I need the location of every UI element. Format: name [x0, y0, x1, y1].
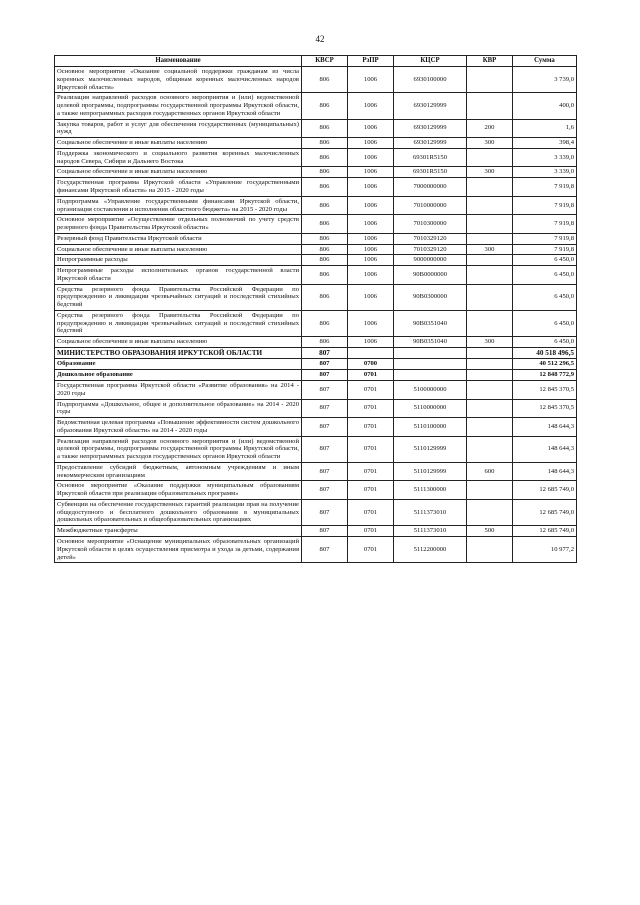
table-body	[55, 67, 577, 563]
table-row	[55, 178, 577, 197]
cell-kvr	[467, 284, 513, 310]
cell-name: Образование	[55, 359, 302, 370]
cell-name: Социальное обеспечение и иные выплаты населению	[55, 167, 302, 178]
cell-kvr: 200	[467, 119, 513, 138]
cell-kvr	[467, 215, 513, 234]
cell-kvsr: 806	[302, 233, 348, 244]
table-row	[55, 537, 577, 563]
cell-name: Основное мероприятие «Оказание поддержки муниципальным образованиям Иркутской области при реализации образовательных программ»	[55, 481, 302, 500]
cell-sum: 400,0	[513, 93, 577, 119]
cell-kvr	[467, 359, 513, 370]
cell-kcsr: 6930129999	[394, 138, 467, 149]
cell-kcsr: 7000000000	[394, 178, 467, 197]
cell-kvsr: 807	[302, 499, 348, 525]
cell-rzpr: 1006	[348, 178, 394, 197]
cell-kvsr: 806	[302, 178, 348, 197]
cell-kcsr: 6930100000	[394, 67, 467, 93]
cell-sum: 148 644,3	[513, 418, 577, 437]
cell-name: Предоставление субсидий бюджетным, автономным учреждениям и иным некоммерческим организациям	[55, 462, 302, 481]
cell-sum: 148 644,3	[513, 436, 577, 462]
cell-rzpr: 0701	[348, 462, 394, 481]
cell-rzpr: 1006	[348, 167, 394, 178]
cell-kvsr: 807	[302, 526, 348, 537]
cell-kvr	[467, 196, 513, 215]
cell-sum: 1,6	[513, 119, 577, 138]
cell-name: Социальное обеспечение и иные выплаты населению	[55, 244, 302, 255]
header-name: Наименование	[55, 56, 302, 67]
cell-kvsr: 806	[302, 244, 348, 255]
cell-kvsr: 806	[302, 167, 348, 178]
table-row	[55, 255, 577, 266]
table-row	[55, 284, 577, 310]
cell-kvsr: 807	[302, 462, 348, 481]
cell-kvr: 300	[467, 138, 513, 149]
cell-kcsr: 6930129999	[394, 93, 467, 119]
cell-name: Субвенции на обеспечение государственных гарантий реализации прав на получение общедоступного и бесплатного дошкольного образования в муниципальных дошкольных образовательных и общеобразовательных организациях	[55, 499, 302, 525]
table-row	[55, 370, 577, 381]
cell-kvr	[467, 255, 513, 266]
cell-kvsr: 806	[302, 148, 348, 167]
table-row	[55, 418, 577, 437]
cell-rzpr: 0700	[348, 359, 394, 370]
cell-kvr	[467, 370, 513, 381]
cell-kcsr	[394, 359, 467, 370]
cell-kvsr: 807	[302, 381, 348, 400]
cell-name: Основное мероприятие «Осуществление отдельных полномочий по учету средств резервного фонда Правительства Иркутской области»	[55, 215, 302, 234]
table-row	[55, 499, 577, 525]
table-row	[55, 215, 577, 234]
cell-sum: 3 339,0	[513, 167, 577, 178]
cell-name: Дошкольное образование	[55, 370, 302, 381]
cell-kvsr: 807	[302, 370, 348, 381]
cell-name: Межбюджетные трансферты	[55, 526, 302, 537]
cell-kvr	[467, 381, 513, 400]
cell-kvr	[467, 233, 513, 244]
cell-rzpr: 1006	[348, 284, 394, 310]
cell-kvsr: 807	[302, 399, 348, 418]
cell-kvsr: 806	[302, 93, 348, 119]
cell-rzpr: 1006	[348, 119, 394, 138]
table-row	[55, 399, 577, 418]
cell-kvsr: 807	[302, 418, 348, 437]
table-row	[55, 436, 577, 462]
table-row	[55, 310, 577, 336]
cell-rzpr: 0701	[348, 537, 394, 563]
table-row	[55, 481, 577, 500]
cell-sum: 3 739,0	[513, 67, 577, 93]
budget-table	[54, 55, 577, 563]
table-row	[55, 233, 577, 244]
table-header-row	[55, 56, 577, 67]
cell-sum: 12 848 772,9	[513, 370, 577, 381]
cell-rzpr: 1006	[348, 67, 394, 93]
cell-kvr	[467, 537, 513, 563]
cell-rzpr: 1006	[348, 93, 394, 119]
cell-rzpr: 1006	[348, 215, 394, 234]
header-kvsr: КВСР	[302, 56, 348, 67]
cell-name: Основное мероприятие «Оказание социальной поддержки гражданам из числа коренных малочисленных народов, общинам коренных малочисленных народов Иркутской области»	[55, 67, 302, 93]
cell-sum: 6 450,0	[513, 310, 577, 336]
cell-kvsr: 806	[302, 337, 348, 348]
table-row	[55, 337, 577, 348]
cell-rzpr: 0701	[348, 370, 394, 381]
cell-kcsr: 90В0300000	[394, 284, 467, 310]
cell-sum: 7 919,8	[513, 215, 577, 234]
cell-rzpr: 0701	[348, 499, 394, 525]
cell-sum: 12 685 749,0	[513, 526, 577, 537]
cell-name: Подпрограмма «Дошкольное, общее и дополнительное образование» на 2014 - 2020 годы	[55, 399, 302, 418]
cell-kcsr: 5111373010	[394, 526, 467, 537]
cell-rzpr: 0701	[348, 381, 394, 400]
cell-sum: 148 644,3	[513, 462, 577, 481]
cell-rzpr: 1006	[348, 266, 394, 285]
cell-kvsr: 806	[302, 67, 348, 93]
cell-sum: 6 450,0	[513, 284, 577, 310]
cell-name: Резервный фонд Правительства Иркутской области	[55, 233, 302, 244]
table-row	[55, 526, 577, 537]
cell-kcsr: 7010000000	[394, 196, 467, 215]
table-row	[55, 347, 577, 358]
cell-rzpr: 1006	[348, 196, 394, 215]
cell-sum: 12 685 749,0	[513, 481, 577, 500]
cell-kcsr: 7010329120	[394, 244, 467, 255]
cell-name: Средства резервного фонда Правительства Российской Федерации по предупреждению и ликвидации чрезвычайных ситуаций и последствий стихийных бедствий	[55, 284, 302, 310]
cell-kcsr: 5111300000	[394, 481, 467, 500]
cell-sum: 398,4	[513, 138, 577, 149]
cell-kvr	[467, 148, 513, 167]
cell-rzpr: 1006	[348, 255, 394, 266]
table-row	[55, 67, 577, 93]
cell-kvr: 300	[467, 244, 513, 255]
cell-sum: 10 977,2	[513, 537, 577, 563]
table-row	[55, 119, 577, 138]
cell-sum: 40 512 296,5	[513, 359, 577, 370]
cell-kvr	[467, 266, 513, 285]
cell-kvr	[467, 481, 513, 500]
cell-name: Основное мероприятие «Оснащение муниципальных образовательных организаций Иркутской области в целях осуществления присмотра и ухода за детьми, содержания детей»	[55, 537, 302, 563]
cell-sum: 12 845 370,5	[513, 381, 577, 400]
cell-kcsr: 5111373010	[394, 499, 467, 525]
cell-kcsr: 7010300000	[394, 215, 467, 234]
cell-kcsr: 90В0351040	[394, 310, 467, 336]
cell-kvsr: 806	[302, 119, 348, 138]
cell-kvr	[467, 310, 513, 336]
cell-sum: 6 450,0	[513, 337, 577, 348]
cell-kvr	[467, 67, 513, 93]
cell-kcsr: 5110129999	[394, 462, 467, 481]
cell-sum: 40 518 496,5	[513, 347, 577, 358]
cell-name: Средства резервного фонда Правительства Российской Федерации по предупреждению и ликвидации чрезвычайных ситуаций и последствий стихийных бедствий	[55, 310, 302, 336]
cell-kvr	[467, 436, 513, 462]
header-sum: Сумма	[513, 56, 577, 67]
cell-sum: 6 450,0	[513, 255, 577, 266]
table-row	[55, 138, 577, 149]
cell-kcsr: 90В0351040	[394, 337, 467, 348]
table-row	[55, 381, 577, 400]
cell-sum: 7 919,8	[513, 244, 577, 255]
table-row	[55, 93, 577, 119]
cell-rzpr: 0701	[348, 436, 394, 462]
cell-rzpr: 1006	[348, 148, 394, 167]
cell-sum: 7 919,8	[513, 196, 577, 215]
cell-rzpr: 0701	[348, 399, 394, 418]
table-row	[55, 148, 577, 167]
cell-sum: 7 919,8	[513, 233, 577, 244]
cell-sum: 3 339,0	[513, 148, 577, 167]
cell-kcsr: 69301R5150	[394, 148, 467, 167]
cell-kvsr: 806	[302, 138, 348, 149]
cell-name: Социальное обеспечение и иные выплаты населению	[55, 337, 302, 348]
cell-kvr	[467, 418, 513, 437]
cell-rzpr: 1006	[348, 337, 394, 348]
table-row	[55, 244, 577, 255]
table-row	[55, 196, 577, 215]
cell-rzpr: 0701	[348, 418, 394, 437]
cell-kcsr: 5110000000	[394, 399, 467, 418]
table-row	[55, 266, 577, 285]
cell-name: Непрограммные расходы исполнительных органов государственной власти Иркутской области	[55, 266, 302, 285]
cell-kcsr	[394, 347, 467, 358]
cell-name: МИНИСТЕРСТВО ОБРАЗОВАНИЯ ИРКУТСКОЙ ОБЛАСТИ	[55, 347, 302, 358]
cell-kvsr: 806	[302, 215, 348, 234]
cell-kvsr: 806	[302, 255, 348, 266]
cell-rzpr	[348, 347, 394, 358]
cell-name: Социальное обеспечение и иные выплаты населению	[55, 138, 302, 149]
cell-kcsr: 5110100000	[394, 418, 467, 437]
cell-name: Поддержка экономического и социального развития коренных малочисленных народов Севера, Сибири и Дальнего Востока	[55, 148, 302, 167]
table-row	[55, 359, 577, 370]
cell-kvsr: 807	[302, 359, 348, 370]
cell-kcsr: 5110129999	[394, 436, 467, 462]
cell-kvsr: 806	[302, 310, 348, 336]
cell-kvr	[467, 178, 513, 197]
header-kvr: КВР	[467, 56, 513, 67]
cell-kvsr: 806	[302, 266, 348, 285]
table-row	[55, 167, 577, 178]
cell-kcsr: 6930129999	[394, 119, 467, 138]
header-kcsr: КЦСР	[394, 56, 467, 67]
cell-kvr	[467, 347, 513, 358]
page-number: 42	[315, 34, 325, 44]
cell-sum: 12 685 749,0	[513, 499, 577, 525]
cell-rzpr: 1006	[348, 244, 394, 255]
cell-name: Подпрограмма «Управление государственными финансами Иркутской области, организация составления и исполнения областного бюджета» на 2015 - 2020 годы	[55, 196, 302, 215]
cell-rzpr: 1006	[348, 310, 394, 336]
table-row	[55, 462, 577, 481]
header-rzpr: РзПР	[348, 56, 394, 67]
cell-kvr	[467, 499, 513, 525]
cell-kvsr: 807	[302, 436, 348, 462]
cell-sum: 7 919,8	[513, 178, 577, 197]
cell-kvr: 500	[467, 526, 513, 537]
cell-name: Государственная программа Иркутской области «Управление государственными финансами Иркутской области» на 2015 - 2020 годы	[55, 178, 302, 197]
cell-sum: 6 450,0	[513, 266, 577, 285]
cell-kvr	[467, 93, 513, 119]
cell-kvr: 300	[467, 337, 513, 348]
cell-rzpr: 1006	[348, 138, 394, 149]
cell-name: Реализация направлений расходов основного мероприятия и (или) ведомственной целевой программы, подпрограммы государственной программы Иркутской области, а также непрограммных расходов государственных органов Иркутской области	[55, 93, 302, 119]
cell-kcsr: 5100000000	[394, 381, 467, 400]
cell-kcsr: 90В0000000	[394, 266, 467, 285]
cell-name: Государственная программа Иркутской области «Развитие образования» на 2014 - 2020 годы	[55, 381, 302, 400]
cell-kvr: 600	[467, 462, 513, 481]
cell-name: Ведомственная целевая программа «Повышение эффективности систем дошкольного образования Иркутской области» на 2014 - 2020 годы	[55, 418, 302, 437]
cell-kvsr: 807	[302, 481, 348, 500]
cell-kvsr: 806	[302, 284, 348, 310]
cell-rzpr: 0701	[348, 526, 394, 537]
cell-name: Реализация направлений расходов основного мероприятия и (или) ведомственной целевой программы, подпрограммы государственной программы Иркутской области, а также непрограммных расходов государственных органов Иркутской области	[55, 436, 302, 462]
cell-name: Непрограммные расходы	[55, 255, 302, 266]
cell-rzpr: 0701	[348, 481, 394, 500]
cell-kvsr: 807	[302, 537, 348, 563]
cell-kvsr: 806	[302, 196, 348, 215]
cell-kcsr	[394, 370, 467, 381]
cell-name: Закупка товаров, работ и услуг для обеспечения государственных (муниципальных) нужд	[55, 119, 302, 138]
cell-kvr	[467, 399, 513, 418]
cell-kcsr: 69301R5150	[394, 167, 467, 178]
cell-kcsr: 9000000000	[394, 255, 467, 266]
cell-rzpr: 1006	[348, 233, 394, 244]
cell-kvr: 300	[467, 167, 513, 178]
cell-kcsr: 5112200000	[394, 537, 467, 563]
cell-kcsr: 7010329120	[394, 233, 467, 244]
cell-kvsr: 807	[302, 347, 348, 358]
cell-sum: 12 845 370,5	[513, 399, 577, 418]
